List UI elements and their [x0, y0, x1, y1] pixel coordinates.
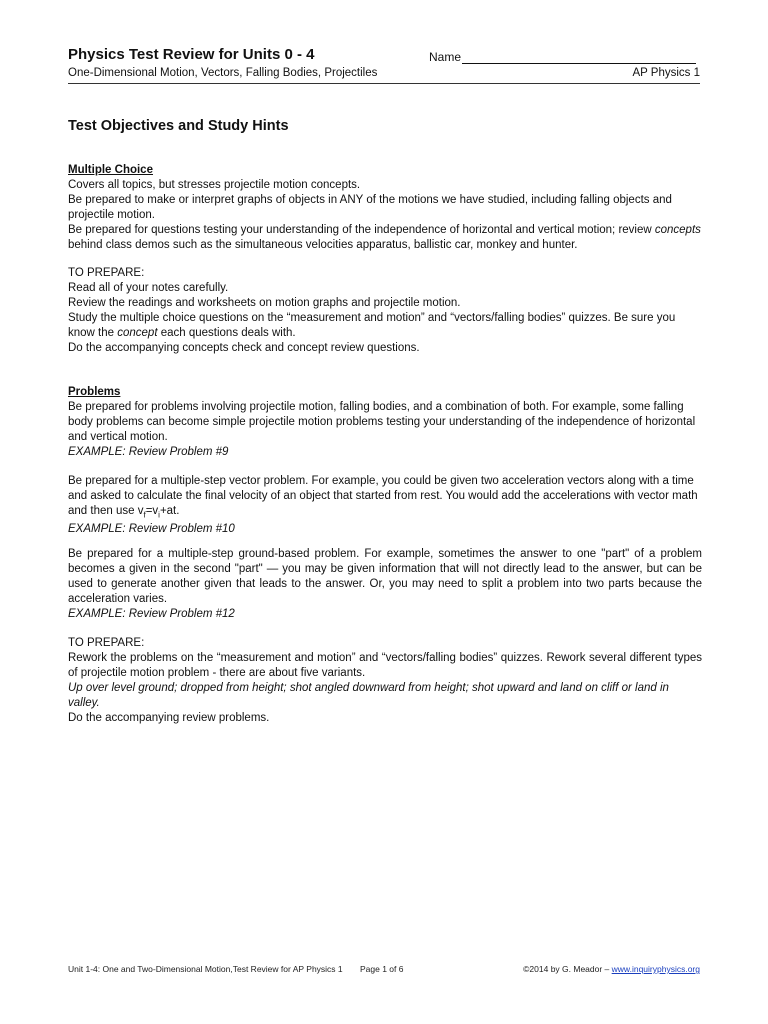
- mc-line-3-text-b: behind class demos such as the simultaneous velocities apparatus, ballistic car, monkey and hunter.: [68, 239, 578, 251]
- mc-prepare-line-3: [68, 311, 702, 341]
- problems-paragraph-2-text-a: Be prepared for a multiple-step vector problem. For example, you could be given two acceleration vectors along with a time and asked to calculate the final velocity of an object that started from rest. You would add the accelerations with vector math and then use v: [68, 475, 698, 517]
- footer-credit: [523, 964, 700, 974]
- mc-prepare-line-1: Read all of your notes carefully.: [68, 282, 229, 294]
- mc-prepare-line-3-text-b: each questions deals with.: [157, 327, 296, 339]
- problems-prepare-line-1: Rework the problems on the “measurement and motion” and “vectors/falling bodies” quizzes. Rework several different types of projectile motion problem - there are about five variants.: [68, 652, 702, 679]
- mc-prepare-line-2: Review the readings and worksheets on motion graphs and projectile motion.: [68, 297, 461, 309]
- name-label: Name: [429, 50, 462, 64]
- problems-prepare-line-3: Do the accompanying review problems.: [68, 712, 270, 724]
- subscript-f: f: [143, 510, 146, 520]
- problems-example-2-text: EXAMPLE: Review Problem #10: [68, 523, 235, 536]
- footer-unit: Unit 1-4: One and Two-Dimensional Motion,Test Review for AP Physics 1: [68, 964, 343, 974]
- footer-page-number: Page 1 of 6: [360, 964, 404, 974]
- multiple-choice-section: [68, 163, 702, 253]
- header-divider: [68, 83, 700, 84]
- document-title: Physics Test Review for Units 0 - 4: [68, 46, 315, 63]
- mc-prepare-heading: TO PREPARE:: [68, 267, 145, 279]
- problems-paragraph-2-text-b: =v: [145, 505, 159, 517]
- problems-example-1: [68, 445, 702, 460]
- mc-prepare-line-3-text-a: Study the multiple choice questions on the “measurement and motion” and “vectors/falling bodies” quizzes. Be sure you know the: [68, 312, 676, 339]
- mc-line-1: Covers all topics, but stresses projectile motion concepts.: [68, 179, 361, 191]
- mc-line-3-emphasis: concepts: [654, 224, 701, 236]
- subscript-i: i: [158, 510, 160, 520]
- mc-line-3-text-a: Be prepared for questions testing your understanding of the independence of horizontal and vertical motion; review: [68, 224, 655, 236]
- name-blank-line: [462, 51, 696, 64]
- mc-prepare-section: [68, 266, 702, 356]
- mc-line-3: [68, 223, 702, 253]
- problems-paragraph-1: Be prepared for problems involving projectile motion, falling bodies, and a combination of both. For example, some falling body problems can become simple projectile motion problems testing your understanding of the independence of horizontal and vertical motion.: [68, 401, 696, 443]
- problems-heading: Problems: [68, 386, 121, 398]
- problems-section: [68, 385, 702, 460]
- problems-ground-block: [68, 547, 702, 622]
- problems-example-3-text: EXAMPLE: Review Problem #12: [68, 608, 235, 620]
- problems-prepare-heading: TO PREPARE:: [68, 637, 145, 649]
- problems-paragraph-2: [68, 474, 702, 522]
- course-label: AP Physics 1: [632, 67, 700, 79]
- problems-vector-block: [68, 474, 702, 537]
- problems-paragraph-2-text-c: +at.: [159, 505, 180, 517]
- name-field: [429, 50, 696, 64]
- multiple-choice-heading: Multiple Choice: [68, 164, 153, 176]
- problems-example-3: [68, 607, 702, 622]
- mc-prepare-line-4: Do the accompanying concepts check and concept review questions.: [68, 342, 420, 354]
- problems-prepare-line-2-text: Up over level ground; dropped from height; shot angled downward from height; shot upward and land on cliff or land in valley.: [68, 682, 669, 709]
- section-title: Test Objectives and Study Hints: [68, 118, 289, 134]
- mc-line-2: Be prepared to make or interpret graphs of objects in ANY of the motions we have studied, including falling objects and projectile motion.: [68, 194, 672, 221]
- problems-paragraph-3: Be prepared for a multiple-step ground-based problem. For example, sometimes the answer to one "part" of a problem becomes a given in the second "part" — you may be given information that will not directly lead to the answer, but can be used to generate another given that leads to the answer. Or, you may need to split a problem into two parts because the acceleration varies.: [68, 548, 702, 605]
- problems-example-1-text: EXAMPLE: Review Problem #9: [68, 446, 229, 458]
- footer-copyright: ©2014 by G. Meador –: [523, 964, 610, 974]
- document-subtitle: One-Dimensional Motion, Vectors, Falling Bodies, Projectiles: [68, 67, 378, 79]
- problems-prepare-section: [68, 636, 702, 726]
- footer-website-link[interactable]: www.inquiryphysics.org: [611, 964, 700, 974]
- problems-prepare-line-2: [68, 681, 702, 711]
- mc-prepare-line-3-emphasis: concept: [117, 327, 158, 339]
- problems-example-2: [68, 522, 702, 537]
